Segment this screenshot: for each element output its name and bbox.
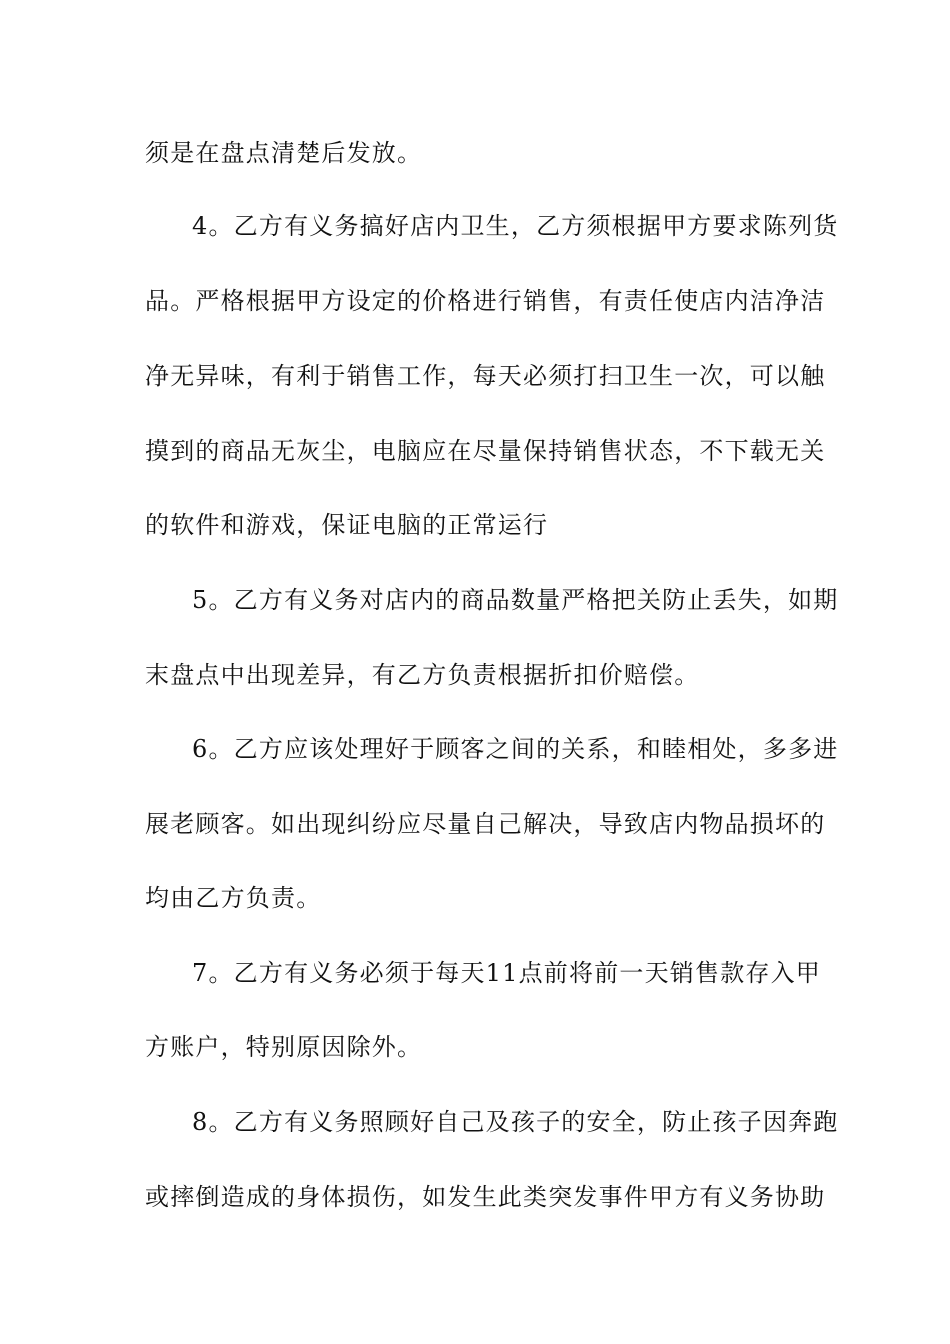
paragraph-line: 的软件和游戏，保证电脑的正常运行 <box>145 511 549 539</box>
paragraph-line: 或摔倒造成的身体损伤，如发生此类突发事件甲方有义务协助 <box>145 1183 826 1211</box>
paragraph-line: 7。乙方有义务必须于每天11点前将前一天销售款存入甲 <box>192 959 822 987</box>
paragraph-line: 摸到的商品无灰尘，电脑应在尽量保持销售状态，不下载无关 <box>145 437 826 465</box>
paragraph-line: 均由乙方负责。 <box>145 884 322 912</box>
paragraph-line: 展老顾客。如出现纠纷应尽量自己解决，导致店内物品损坏的 <box>145 810 826 838</box>
paragraph-line: 须是在盘点清楚后发放。 <box>145 139 423 167</box>
paragraph-line: 4。乙方有义务搞好店内卫生，乙方须根据甲方要求陈列货 <box>192 212 839 240</box>
paragraph-line: 末盘点中出现差异，有乙方负责根据折扣价赔偿。 <box>145 661 700 689</box>
paragraph-line: 方账户，特别原因除外。 <box>145 1033 423 1061</box>
paragraph-line: 8。乙方有义务照顾好自己及孩子的安全，防止孩子因奔跑 <box>192 1108 839 1136</box>
paragraph-line: 净无异味，有利于销售工作，每天必须打扫卫生一次，可以触 <box>145 362 826 390</box>
paragraph-line: 6。乙方应该处理好于顾客之间的关系，和睦相处，多多进 <box>192 735 839 763</box>
paragraph-line: 品。严格根据甲方设定的价格进行销售，有责任使店内洁净洁 <box>145 287 826 315</box>
paragraph-line: 5。乙方有义务对店内的商品数量严格把关防止丢失，如期 <box>192 586 839 614</box>
